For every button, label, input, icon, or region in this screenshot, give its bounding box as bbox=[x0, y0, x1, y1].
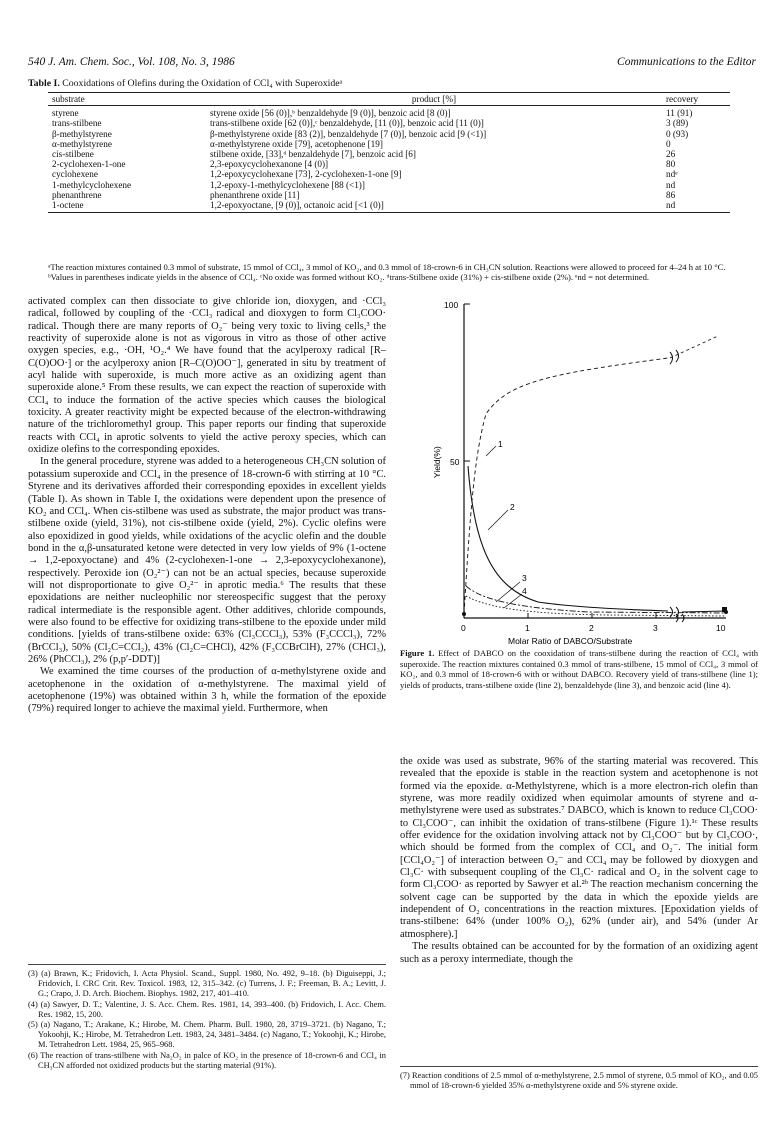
product-cell: 1,2-epoxycyclohexane [73], 2-cyclohexen-1-one [9] bbox=[210, 169, 402, 180]
col-header-product: product [%] bbox=[206, 93, 662, 106]
x-tick-label: 0 bbox=[461, 623, 466, 633]
curve-1-leader bbox=[486, 446, 496, 456]
table-row bbox=[48, 169, 730, 179]
table-row bbox=[48, 149, 730, 159]
substrate-cell: 2-cyclohexen-1-one bbox=[52, 159, 126, 170]
product-cell: phenanthrene oxide [11] bbox=[210, 189, 300, 200]
left-column bbox=[28, 296, 386, 716]
table-row bbox=[48, 180, 730, 190]
recovery-cell: ndᵉ bbox=[666, 169, 678, 180]
data-point bbox=[462, 612, 466, 616]
recovery-cell: nd bbox=[666, 179, 676, 190]
footnote: (5) (a) Nagano, T.; Arakane, K.; Hirobe, M. Chem. Pharm. Bull. 1980, 28, 3719–3721. (b) Nagano, T.; Yokoohji, K.; Hirobe, M. Tetrahedron Lett. 1983, 24, 3481–3484. (c) Nagano, T.; Yokoohji, K.; Hirobe, M. Tetrahedron Lett. 1984, 25, 965–968. bbox=[28, 1020, 386, 1050]
col-header-recovery: recovery bbox=[662, 93, 730, 106]
table-row bbox=[48, 106, 730, 119]
table-row bbox=[48, 159, 730, 169]
right-column bbox=[400, 756, 758, 966]
footnote: (7) Reaction conditions of 2.5 mmol of α-methylstyrene, 2.5 mmol of styrene, 0.5 mmol of KO₂, and 0.05 mmol of 18-crown-6 yielded 35% α-methylstyrene oxide and 5% styrene oxide. bbox=[400, 1071, 758, 1091]
recovery-cell: 0 bbox=[666, 138, 671, 149]
table-footnote: ᵃThe reaction mixtures contained 0.3 mmol of substrate, 15 mmol of CCl₄, 3 mmol of KO₂, and 0.3 mmol of 18-crown-6 in CH₃CN solution. Reactions were allowed to proceed for 4–24 h at 10 °C. ᵇValues in parentheses indicate yields in the absence of CCl₄. ᶜNo oxide was formed without KO₂. ᵈtrans-Stilbene oxide (31%) + cis-stilbene oxide (2%). ᵉnd = not determined. bbox=[48, 262, 726, 283]
substrate-cell: phenanthrene bbox=[52, 189, 102, 200]
recovery-cell: 0 (93) bbox=[666, 128, 689, 139]
curve-2 bbox=[468, 466, 668, 611]
y-axis-label: Yield(%) bbox=[432, 446, 442, 478]
curve-2-leader bbox=[488, 510, 508, 530]
table-row bbox=[48, 200, 730, 213]
x-tick-label: 2 bbox=[589, 623, 594, 633]
y-tick-label: 100 bbox=[444, 300, 459, 310]
section-name: Communications to the Editor bbox=[617, 56, 756, 68]
table-header-row bbox=[48, 93, 730, 106]
table-row bbox=[48, 118, 730, 128]
y-tick-label: 50 bbox=[450, 457, 460, 467]
figure-caption-text: Effect of DABCO on the cooxidation of trans-stilbene during the reaction of CCl₄ with superoxide. The reaction mixtures contained 0.3 mmol of trans-stilbene, 15 mmol of CCl₄, 3 mmol of KO₂, and 0.3 mmol of 18-crown-6 with or without DABCO. Recovery yield of trans-stilbene (line 1); yields of products, trans-stilbene oxide (line 2), benzaldehyde (line 3), and benzoic acid (line 4). bbox=[400, 648, 759, 690]
journal-citation: 540 J. Am. Chem. Soc., Vol. 108, No. 3, 1986 bbox=[28, 56, 235, 68]
curve-2-extension bbox=[682, 611, 726, 612]
table-row bbox=[48, 139, 730, 149]
table-row bbox=[48, 190, 730, 200]
footnotes-left bbox=[28, 964, 386, 1071]
product-cell: 2,3-epoxycyclohexanone [4 (0)] bbox=[210, 159, 329, 170]
recovery-cell: nd bbox=[662, 200, 730, 213]
footnote: (6) The reaction of trans-stilbene with Na₂O₂ in palce of KO₂ in the presence of 18-crown-6 and CCl₄ in CH₃CN afforded not oxidized products but the starting material (91%). bbox=[28, 1050, 386, 1070]
footnote: (3) (a) Brawn, K.; Fridovich, I. Acta Physiol. Scand., Suppl. 1980, No. 492, 9–18. (b) Diguiseppi, J.; Fridovich, I. CRC Crit. Rev. Toxicol. 1983, 12, 315–342. (c) Turrens, J. F.; Freeman, B. A.; Levitt, J. G.; Crapo, J. D. Arch. Biochem. Biophys. 1982, 217, 401–410. bbox=[28, 969, 386, 999]
paragraph: In the general procedure, styrene was added to a heterogeneous CH₃CN solution of potassium superoxide and CCl₄ in the presence of 18-crown-6 with stirring at 10 °C. Styrene and its derivatives afforded their corresponding epoxides in excellent yields (Table I). As shown in Table I, the oxidations were dependent upon the presence of KO₂ and CCl₄. When cis-stilbene was used as substrate, the major product was trans-stilbene oxide (yield, 31%), not cis-stilbene oxide (yield, 2%). Cyclic olefins were also epoxidized in good yields, while oxidations of the acyclic olefin and the double bond in the α,β-unsaturated ketone were detected in very low yields of 9% (1-octene → 1,2-epoxyoctane) and 4% (2-cyclohexen-1-one → 2,3-epoxycyclohexanone), respectively. Peroxide ion (O₂²⁻) can not be an actual species, because superoxide will not disproportionate to give O₂²⁻ in aprotic media.⁶ The results that these epoxidations are neither nucleophilic nor stereospecific suggest that the peroxy radical intermediate is the responsible agent. Other additives, chloride compounds, were also found to be effective for oxidizing trans-stilbene to the epoxide under mild conditions. [yields of trans-stilbene oxide: 63% (Cl₃CCCl₃), 53% (F₃CCCl₃), 72% (BrCCl₃), 50% (Cl₂C=CCl₂), 43% (Cl₂C=CHCl), 42% (F₃CCBrClH), 27% (CHCl₃), 26% (PhCCl₃), 2% (p,p′-DDT)] bbox=[28, 456, 386, 665]
paragraph: the oxide was used as substrate, 96% of the starting material was recovered. This revealed that the epoxide is stable in the reaction system and acetophenone is not formed via the epoxide. α-Methylstyrene, which is a more electron-rich olefin than styrene, was more readily oxidized when equimolar amounts of styrene and α-methylstyrene were used as substrates.⁷ DABCO, which is known to reduce Cl₃COO· to Cl₃COO⁻, can inhibit the oxidation of trans-stilbene (Figure 1).¹ᶜ These results offer evidence for the oxidation involving attack not by Cl₃COO⁻ but by Cl₃COO·, which should be formed from the complex of CCl₄ and O₂⁻. The initial form [CCl₄O₂⁻] of interaction between O₂⁻ and CCl₄ may be followed by dioxygen and Cl₃C· with subsequent coupling of the Cl₃C· radical and O₂ in the solvent cage to form Cl₃COO· as reported by Sawyer et al.²ᵇ The reaction mechanism concerning the solvent cage can be supported by the data in which the epoxide yields are independent of O₂ concentrations in the reaction mixtures. [Epoxidation yields of trans-stilbene: 64% (under 100% O₂), 62% (under air), and 54% (under Ar atmosphere).] bbox=[400, 756, 758, 940]
footnote: (4) (a) Sawyer, D. T.; Valentine, J. S. Acc. Chem. Res. 1981, 14, 393–400. (b) Fridovich, I. Acc. Chem. Res. 1982, 15, 200. bbox=[28, 999, 386, 1019]
running-header bbox=[28, 56, 756, 68]
table-caption bbox=[28, 78, 756, 89]
substrate-cell: 1-octene bbox=[48, 200, 206, 213]
table-caption-label: Table I. bbox=[28, 78, 60, 89]
curve-1 bbox=[464, 358, 668, 614]
recovery-cell: 86 bbox=[666, 189, 676, 200]
figure-caption-label: Figure 1. bbox=[400, 648, 435, 658]
figure-1 bbox=[408, 296, 752, 646]
paragraph: We examined the time courses of the production of α-methylstyrene oxide and acetophenone in the oxidation of α-methylstyrene. The maximal yield of acetophenone (19%) was obtained within 3 h, while the formation of the epoxide (79%) required longer to achieve the maximal yield. Furthermore, when bbox=[28, 666, 386, 715]
substrate-cell: trans-stilbene bbox=[52, 118, 102, 129]
substrate-cell: styrene bbox=[52, 108, 79, 119]
substrate-cell: β-methylstyrene bbox=[52, 128, 112, 139]
x-tick-label: 1 bbox=[525, 623, 530, 633]
data-point bbox=[722, 607, 727, 612]
table-body bbox=[48, 106, 730, 213]
recovery-cell: 26 bbox=[666, 149, 676, 160]
curve-4-leader bbox=[504, 594, 522, 608]
product-cell: β-methylstyrene oxide [83 (2)], benzaldehyde [7 (0)], benzoic acid [9 (<1)] bbox=[210, 128, 487, 139]
product-cell: styrene oxide [56 (0)],ᵇ benzaldehyde [9 (0)], benzoic acid [8 (0)] bbox=[210, 108, 451, 119]
curve-label-3: 3 bbox=[522, 573, 527, 583]
substrate-cell: cyclohexene bbox=[52, 169, 98, 180]
col-header-substrate: substrate bbox=[48, 93, 206, 106]
curve-label-1: 1 bbox=[498, 439, 503, 449]
table-caption-text: Cooxidations of Olefins during the Oxidation of CCl₄ with Superoxideᵃ bbox=[62, 78, 343, 89]
curve-label-2: 2 bbox=[510, 502, 515, 512]
substrate-cell: cis-stilbene bbox=[52, 149, 94, 160]
x-tick-label: 10 bbox=[716, 623, 726, 633]
table-1 bbox=[48, 92, 730, 213]
footnotes-right bbox=[400, 1066, 758, 1091]
product-cell: 1,2-epoxy-1-methylcyclohexene [88 (<1)] bbox=[210, 179, 365, 190]
product-cell: α-methylstyrene oxide [79], acetophenone [19] bbox=[210, 138, 383, 149]
paragraph: The results obtained can be accounted for by the formation of an oxidizing agent such as a peroxy intermediate, though the bbox=[400, 941, 758, 965]
table-row bbox=[48, 129, 730, 139]
x-tick-label: 3 bbox=[653, 623, 658, 633]
product-cell: trans-stilbene oxide [62 (0)],ᶜ benzaldehyde, [11 (0)], benzoic acid [11 (0)] bbox=[210, 118, 484, 129]
curve-1-extension bbox=[670, 336, 718, 358]
recovery-cell: 3 (89) bbox=[666, 118, 689, 129]
substrate-cell: α-methylstyrene bbox=[52, 138, 112, 149]
paragraph: activated complex can then dissociate to give chloride ion, dioxygen, and ·CCl₃ radical, followed by coupling of the ·CCl₃ radical and dioxygen to form Cl₃COO· radical. Though there are many reports of O₂⁻ being very toxic to living cells,³ the reactivity of superoxide alone is not as vigorous in vitro as those of other active oxygen species, e.g., ·OH, ¹O₂.⁴ We have found that the acylperoxy radical [R–C(O)OO·] or the acylperoxy anion [R–C(O)OO⁻], generated in situ by treatment of acyl halide with superoxide, is much more active as an oxidizing agent than superoxide alone.⁵ From these results, we can expect the reaction of superoxide with CCl₄ to induce the formation of the active species which causes the biological toxicity. A greater reactivity might be expected because of the electron-withdrawing nature of the trichloromethyl group. This paper reports our finding that superoxide reacts with CCl₄ in aprotic solvents to yield the active peroxy species, which can oxidize olefins to the corresponding epoxides. bbox=[28, 296, 386, 456]
curve-label-4: 4 bbox=[522, 586, 527, 596]
figure-caption bbox=[400, 648, 758, 690]
figure-1-plot bbox=[408, 296, 752, 646]
product-cell: stilbene oxide, [33],ᵈ benzaldehyde [7], benzoic acid [6] bbox=[210, 149, 416, 160]
x-axis-label: Molar Ratio of DABCO/Substrate bbox=[508, 636, 633, 646]
product-cell: 1,2-epoxyoctane, [9 (0)], octanoic acid [<1 (0)] bbox=[206, 200, 662, 213]
recovery-cell: 80 bbox=[666, 159, 676, 170]
substrate-cell: 1-methylcyclohexene bbox=[52, 179, 132, 190]
curve-3 bbox=[466, 586, 726, 613]
recovery-cell: 11 (91) bbox=[666, 108, 693, 119]
